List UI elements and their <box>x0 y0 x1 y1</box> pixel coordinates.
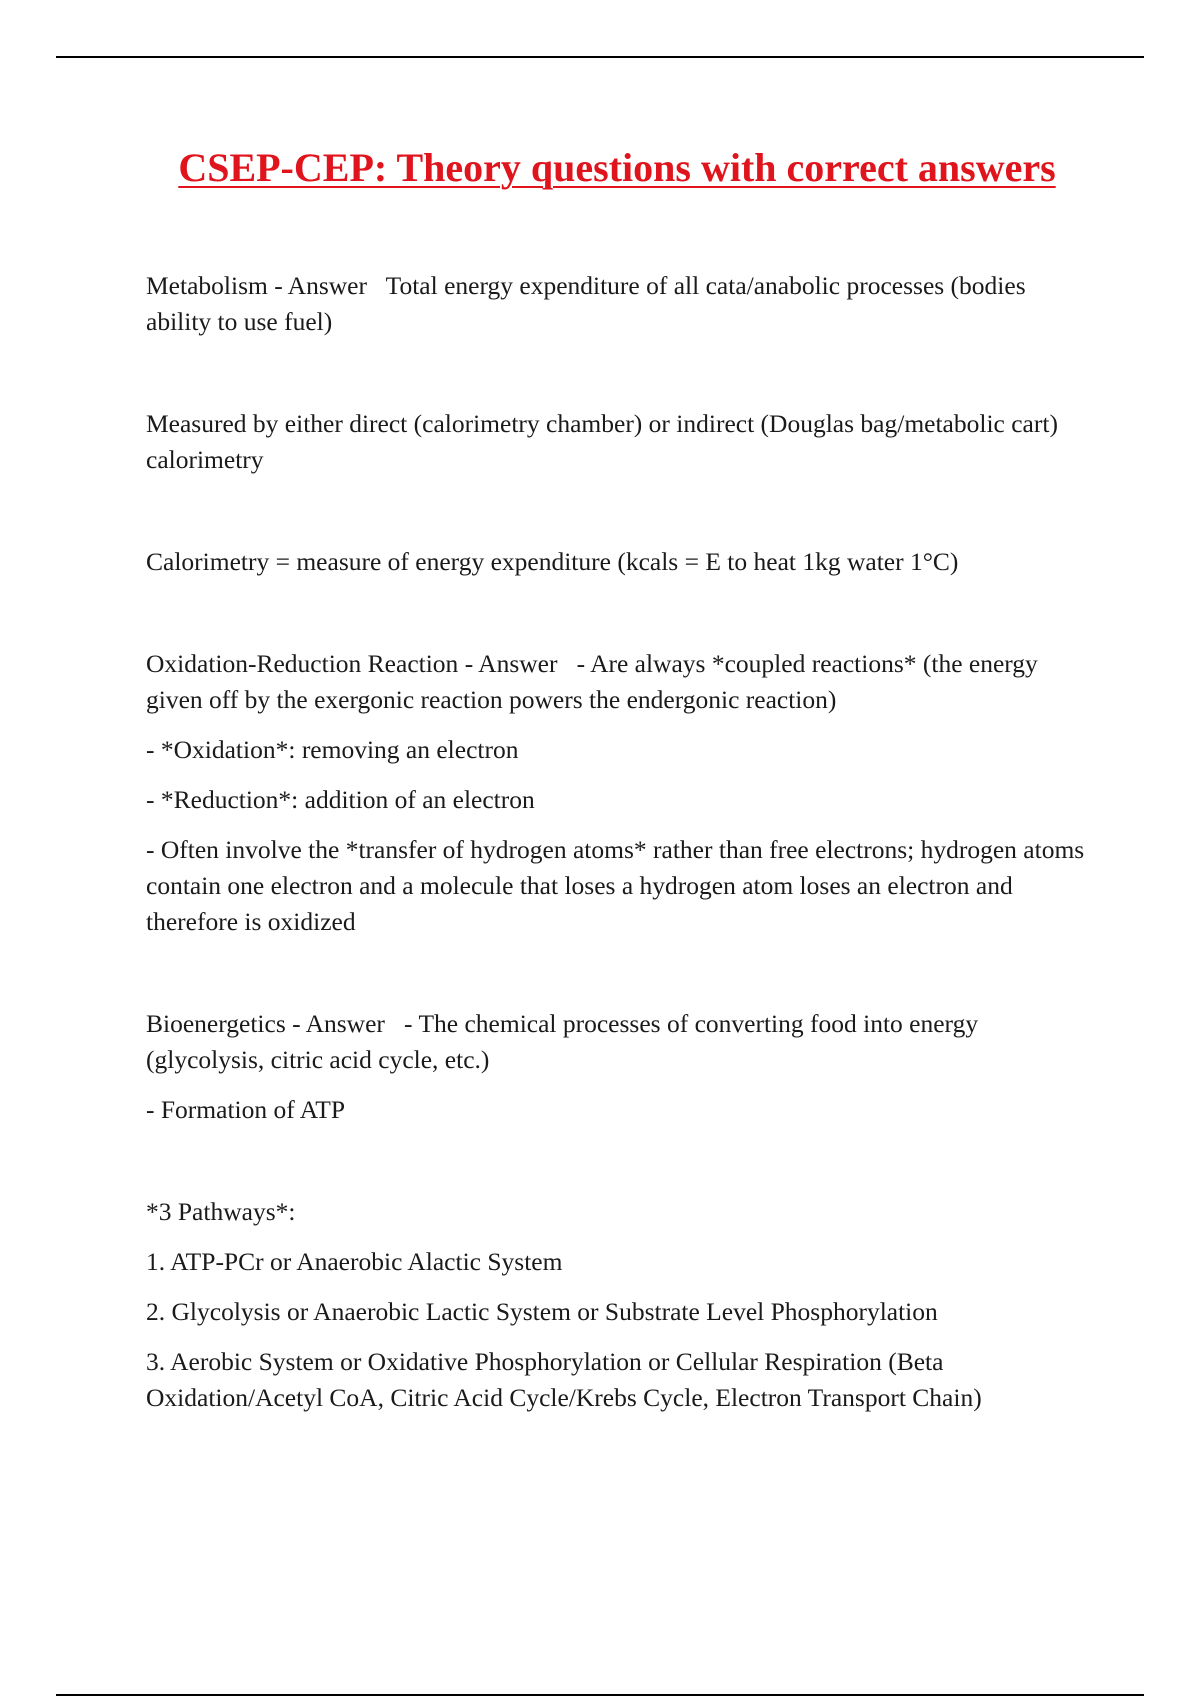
redox-reduction: - *Reduction*: addition of an electron <box>146 785 535 814</box>
redox-entry: Oxidation-Reduction Reaction - Answer - Are always *coupled reactions* (the energy given off by the exergonic reaction powers the endergonic reaction) <box>146 649 1038 714</box>
bioenergetics-definition: - The chemical processes of converting food into energy (glycolysis, citric acid cycle, etc.) <box>146 1009 979 1074</box>
top-rule <box>56 56 1144 58</box>
redox-hydrogen: - Often involve the *transfer of hydrogen atoms* rather than free electrons; hydrogen atoms contain one electron and a molecule that loses a hydrogen atom loses an electron and therefore is oxidized <box>146 835 1085 936</box>
document-title: CSEP-CEP: Theory questions with correct answers <box>178 145 1056 190</box>
pathway-item: 2. Glycolysis or Anaerobic Lactic System or Substrate Level Phosphorylation <box>146 1297 938 1326</box>
bioenergetics-term: Bioenergetics <box>146 1009 286 1038</box>
redox-answer-label: Answer <box>478 649 558 678</box>
metabolism-answer-label: Answer <box>287 271 367 300</box>
metabolism-term: Metabolism <box>146 271 268 300</box>
pathway-item: 3. Aerobic System or Oxidative Phosphorylation or Cellular Respiration (Beta Oxidation/Acetyl CoA, Citric Acid Cycle/Krebs Cycle, Electron Transport Chain) <box>146 1347 982 1412</box>
bioenergetics-atp: - Formation of ATP <box>146 1095 346 1124</box>
metabolism-entry: Metabolism - Answer Total energy expenditure of all cata/anabolic processes (bodies ability to use fuel) <box>146 271 1026 336</box>
bioenergetics-entry: Bioenergetics - Answer - The chemical processes of converting food into energy (glycolysis, citric acid cycle, etc.) <box>146 1009 979 1074</box>
redox-oxidation: - *Oxidation*: removing an electron <box>146 735 519 764</box>
pathway-item: 1. ATP-PCr or Anaerobic Alactic System <box>146 1247 563 1276</box>
metabolism-calorimetry: Calorimetry = measure of energy expenditure (kcals = E to heat 1kg water 1°C) <box>146 547 959 576</box>
metabolism-definition: Total energy expenditure of all cata/anabolic processes (bodies ability to use fuel) <box>146 271 1026 336</box>
metabolism-measured: Measured by either direct (calorimetry chamber) or indirect (Douglas bag/metabolic cart) calorimetry <box>146 409 1058 474</box>
redox-term: Oxidation-Reduction Reaction <box>146 649 459 678</box>
bioenergetics-answer-label: Answer <box>305 1009 385 1038</box>
redox-definition: - Are always *coupled reactions* (the energy given off by the exergonic reaction powers the endergonic reaction) <box>146 649 1038 714</box>
bottom-rule <box>56 1694 1144 1696</box>
document-body <box>146 268 1086 1416</box>
pathways-heading: *3 Pathways*: <box>146 1197 296 1226</box>
